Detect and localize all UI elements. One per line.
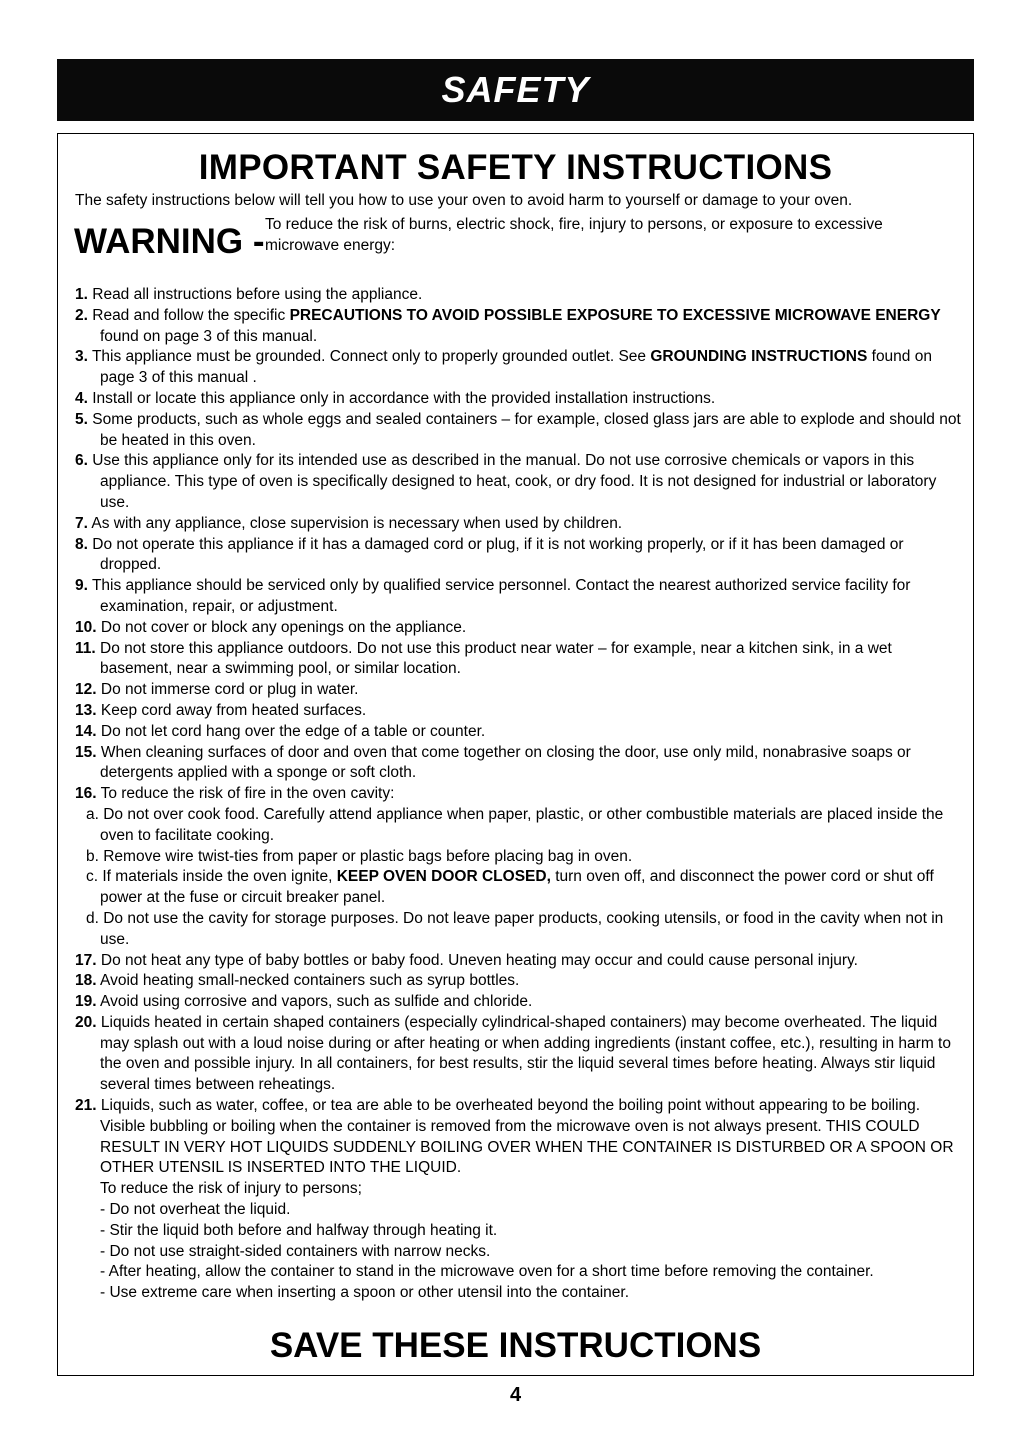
- bullet-item: - Stir the liquid both before and halfway through heating it.: [100, 1221, 498, 1239]
- page-title: IMPORTANT SAFETY INSTRUCTIONS: [198, 148, 833, 187]
- list-item: 12. Do not immerse cord or plug in water.: [75, 681, 359, 699]
- list-item: 9. This appliance should be serviced only by qualified service personnel. Contact the nearest authorized service facility for examination, repair, or adjustment.: [75, 577, 911, 615]
- warning-heading: WARNING -: [74, 222, 265, 261]
- bullet-item: - After heating, allow the container to stand in the microwave oven for a short time before removing the container.: [100, 1263, 874, 1281]
- sub-item: a. Do not over cook food. Carefully attend appliance when paper, plastic, or other combustible materials are placed inside the oven to facilitate cooking.: [86, 805, 944, 844]
- section-banner: [57, 59, 974, 121]
- list-item: 5. Some products, such as whole eggs and sealed containers – for example, closed glass jars are able to explode and should not be heated in this oven.: [75, 410, 961, 449]
- sub-item: b. Remove wire twist-ties from paper or plastic bags before placing bag in oven.: [86, 847, 633, 865]
- list-item: 18. Avoid heating small-necked containers such as syrup bottles.: [75, 972, 520, 990]
- sub-item: c. If materials inside the oven ignite, KEEP OVEN DOOR CLOSED, turn oven off, and disconnect the power cord or shut off power at the fuse or circuit breaker panel.: [86, 868, 934, 907]
- warning-text: To reduce the risk of burns, electric shock, fire, injury to persons, or exposure to excessive microwave energy:: [265, 216, 883, 254]
- save-instructions-heading: SAVE THESE INSTRUCTIONS: [269, 1326, 762, 1365]
- list-item: 13. Keep cord away from heated surfaces.: [75, 701, 367, 719]
- instruction-list: [75, 285, 963, 1304]
- list-item: 4. Install or locate this appliance only in accordance with the provided installation instructions.: [75, 389, 716, 407]
- list-item: 2. Read and follow the specific PRECAUTIONS TO AVOID POSSIBLE EXPOSURE TO EXCESSIVE MICROWAVE ENERGY found on page 3 of this manual.: [75, 306, 941, 345]
- sub-item: d. Do not use the cavity for storage purposes. Do not leave paper products, cooking utensils, or food in the cavity when not in use.: [86, 909, 944, 948]
- list-item: 6. Use this appliance only for its intended use as described in the manual. Do not use corrosive chemicals or vapors in this appliance. This type of oven is specifically designed to heat, cook, or dry food. It is not designed for industrial or laboratory use.: [75, 452, 937, 511]
- list-item: 1. Read all instructions before using the appliance.: [75, 286, 423, 303]
- list-item: 21. Liquids, such as water, coffee, or tea are able to be overheated beyond the boiling point without appearing to be boiling. Visible bubbling or boiling when the container is removed from the microwave oven is not always present. THIS COULD RESULT IN VERY HOT LIQUIDS SUDDENLY BOILING OVER WHEN THE CONTAINER IS DISTURBED OR A SPOON OR OTHER UTENSIL IS INSERTED INTO THE LIQUID.: [75, 1097, 954, 1177]
- list-item: 16. To reduce the risk of fire in the oven cavity:: [75, 785, 395, 803]
- list-item: 8. Do not operate this appliance if it has a damaged cord or plug, if it is not working properly, or if it has been damaged or dropped.: [75, 535, 904, 574]
- list-item: 17. Do not heat any type of baby bottles or baby food. Uneven heating may occur and could cause personal injury.: [75, 951, 858, 969]
- list-item: 11. Do not store this appliance outdoors. Do not use this product near water – for example, near a kitchen sink, in a wet basement, near a swimming pool, or similar location.: [75, 639, 892, 678]
- list-item: 14. Do not let cord hang over the edge of a table or counter.: [75, 722, 486, 740]
- banner-title: SAFETY: [441, 69, 590, 110]
- list-item: 7. As with any appliance, close supervision is necessary when used by children.: [75, 514, 623, 532]
- page-number: 4: [509, 1384, 522, 1406]
- list-item: 3. This appliance must be grounded. Connect only to properly grounded outlet. See GROUNDING INSTRUCTIONS found on page 3 of this manual .: [75, 348, 932, 387]
- bullet-lead: To reduce the risk of injury to persons;: [100, 1180, 362, 1198]
- list-item: 20. Liquids heated in certain shaped containers (especially cylindrical-shaped containers) may become overheated. The liquid may splash out with a loud noise during or after heating or when adding ingredients (instant coffee, etc.), resulting in harm to the oven and possible injury. In all containers, for best results, stir the liquid several times before heating. Always stir liquid several times between reheatings.: [75, 1013, 951, 1094]
- intro-text: The safety instructions below will tell you how to use your oven to avoid harm to yourself or damage to your oven.: [75, 192, 853, 209]
- bullet-item: - Do not overheat the liquid.: [100, 1201, 291, 1219]
- list-item: 10. Do not cover or block any openings on the appliance.: [75, 618, 467, 636]
- list-item: 19. Avoid using corrosive and vapors, such as sulfide and chloride.: [75, 993, 533, 1011]
- list-item: 15. When cleaning surfaces of door and oven that come together on closing the door, use only mild, nonabrasive soaps or detergents applied with a sponge or soft cloth.: [75, 743, 911, 782]
- bullet-item: - Use extreme care when inserting a spoon or other utensil into the container.: [100, 1284, 630, 1302]
- bullet-item: - Do not use straight-sided containers with narrow necks.: [100, 1242, 491, 1260]
